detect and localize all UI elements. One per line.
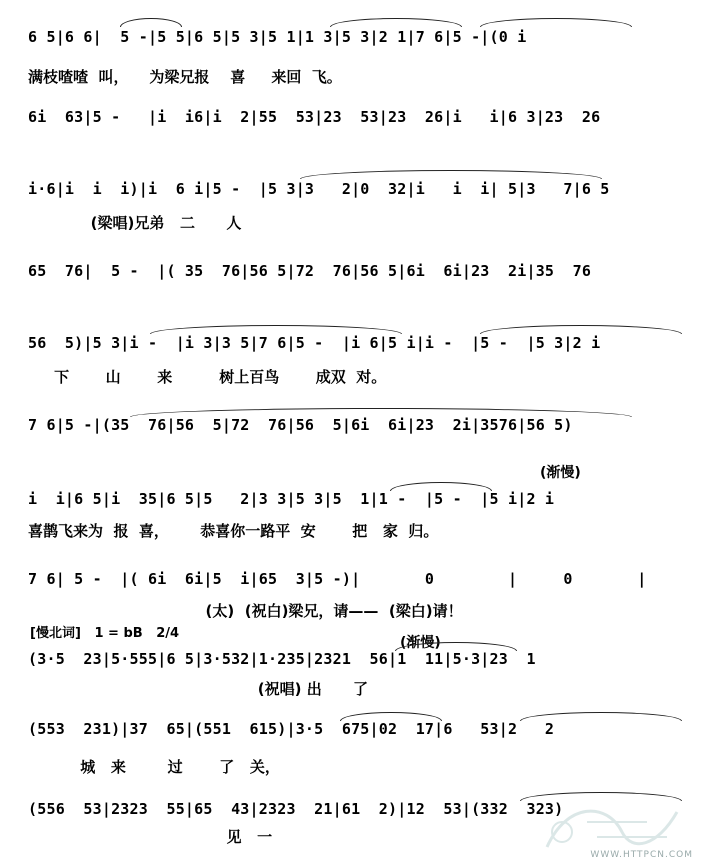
slur-mark	[480, 18, 632, 27]
notes-line: (556 53|2323 55|65 43|2323 21|61 2)|12 53|(332 323)	[28, 800, 564, 818]
lyrics-line: 见 一	[28, 828, 273, 846]
lyrics-line: 城 来 过 了 关，	[28, 758, 280, 776]
notes-line: (553 231)|37 65|(551 615)|3·5 675|02 17|6 53|2 2	[28, 720, 555, 738]
slur-mark	[340, 712, 442, 721]
lyrics-line: 下 山 来 树上百鸟 成双 对。	[28, 368, 387, 386]
slur-mark	[150, 325, 402, 334]
notes-line: 6i 63|5 - |i i6|i 2|55 53|23 53|23 26|i i|6 3|23 26	[28, 108, 601, 126]
slur-mark	[330, 18, 462, 27]
slur-mark	[120, 18, 182, 27]
lyrics-line: 满枝喳喳 叫， 为梁兄报 喜 来回 飞。	[28, 68, 342, 86]
watermark-text: WWW.HTTPCN.COM	[590, 850, 693, 860]
notes-line: (3·5 23|5·555|6 5|3·532|1·235|2321 56|1 11|5·3|23 1	[28, 650, 536, 668]
lyrics-line: 喜鹊飞来为 报 喜， 恭喜你一路平 安 把 家 归。	[28, 522, 439, 540]
notes-line: 6 5|6 6| 5 -|5 5|6 5|5 3|5 1|1 3|5 3|2 1|7 6|5 -|(0 i	[28, 28, 527, 46]
notes-line: 65 76| 5 - |( 35 76|56 5|72 76|56 5|6i 6i|23 2i|35 76	[28, 262, 592, 280]
key-signature: [慢北词] 1 = bB 2/4	[30, 626, 180, 641]
tempo-marking: (渐慢)	[540, 465, 581, 481]
notes-line: i·6|i i i)|i 6 i|5 - |5 3|3 2|0 32|i i i| 5|3 7|6 5	[28, 180, 610, 198]
lyrics-line: (太) (祝白)梁兄，请—— (梁白)请！	[28, 602, 463, 620]
slur-mark	[130, 408, 632, 417]
tempo-marking: (渐慢)	[400, 635, 441, 651]
slur-mark	[390, 482, 492, 491]
lyrics-line: (祝唱) 出 了	[28, 680, 369, 698]
slur-mark	[520, 712, 682, 721]
lyrics-line: (梁唱)兄弟 二 人	[28, 214, 242, 232]
notes-line: 7 6|5 -|(35 76|56 5|72 76|56 5|6i 6i|23 2i|3576|56 5)	[28, 416, 573, 434]
notes-line: i i|6 5|i 35|6 5|5 2|3 3|5 3|5 1|1 - |5 - |5 i|2 i	[28, 490, 555, 508]
slur-mark	[480, 325, 682, 334]
notes-line: 7 6| 5 - |( 6i 6i|5 i|65 3|5 -)| 0 | 0 |	[28, 570, 647, 588]
notes-line: 56 5)|5 3|i - |i 3|3 5|7 6|5 - |i 6|5 i|i - |5 - |5 3|2 i	[28, 334, 601, 352]
slur-mark	[300, 170, 602, 179]
